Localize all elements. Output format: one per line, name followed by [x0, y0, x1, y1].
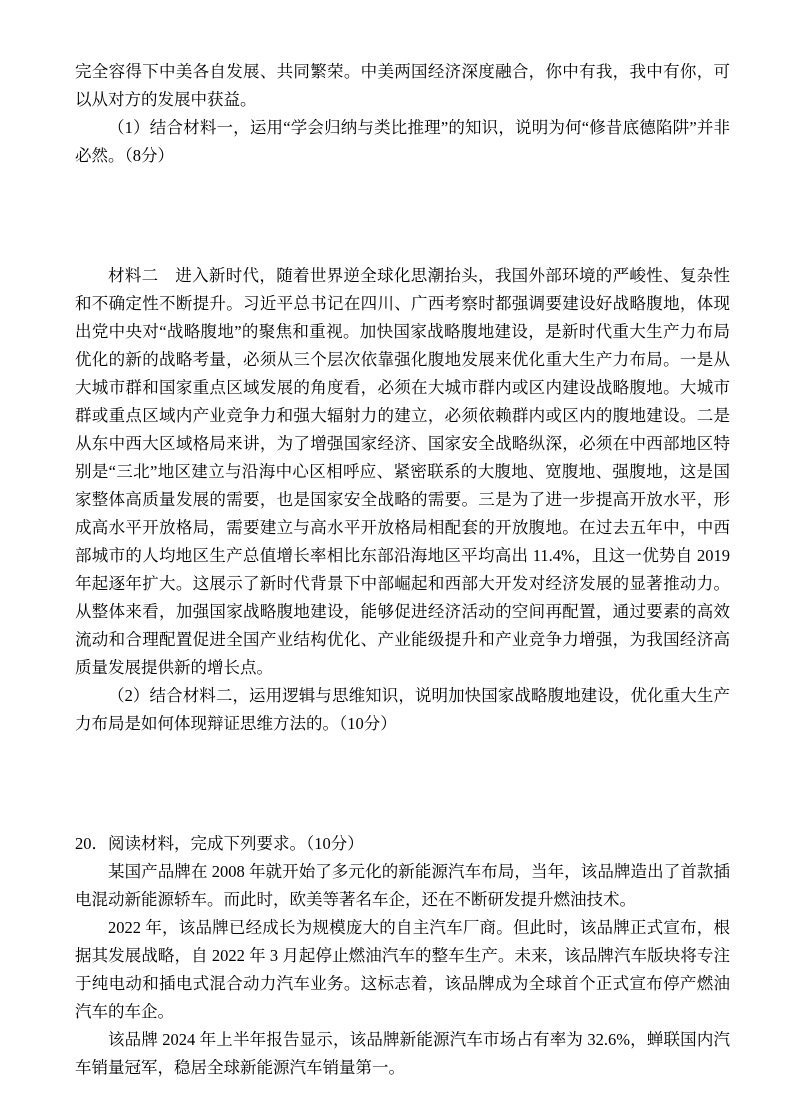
- paragraph: 完全容得下中美各自发展、共同繁荣。中美两国经济深度融合，你中有我，我中有你，可以从对方的发展中获益。: [75, 62, 730, 109]
- paragraph: （2）结合材料二，运用逻辑与思维知识，说明加快国家战略腹地建设，优化重大生产力布局是如何体现辩证思维方法的。（10分）: [75, 686, 730, 733]
- paragraph: 该品牌 2024 年上半年报告显示，该品牌新能源汽车市场占有率为 32.6%，蝉联国内汽车销量冠军，稳居全球新能源汽车销量第一。: [75, 1030, 730, 1077]
- paragraph: 2022 年，该品牌已经成长为规模庞大的自主汽车厂商。但此时，该品牌正式宣布，根据其发展战略，自 2022 年 3 月起停止燃油汽车的整车生产。未来，该品牌汽车版块将专注于纯电动和插电式混合动力汽车业务。这标志着，该品牌成为全球首个正式宣布停产燃油汽车的车企。: [75, 918, 730, 1021]
- document-body: [75, 58, 730, 1082]
- paragraph: （1）结合材料一，运用“学会归纳与类比推理”的知识，说明为何“修昔底德陷阱”并非必然。（8分）: [75, 118, 730, 165]
- paragraph: 某国产品牌在 2008 年就开始了多元化的新能源汽车布局，当年，该品牌造出了首款插电混动新能源轿车。而此时，欧美等著名车企，还在不断研发提升燃油技术。: [75, 862, 730, 909]
- paragraph: 20．阅读材料，完成下列要求。（10分）: [75, 834, 364, 853]
- paragraph: 材料二 进入新时代，随着世界逆全球化思潮抬头，我国外部环境的严峻性、复杂性和不确定性不断提升。习近平总书记在四川、广西考察时都强调要建设好战略腹地，体现出党中央对“战略腹地”的聚焦和重视。加快国家战略腹地建设，是新时代重大生产力布局优化的新的战略考量，必须从三个层次依靠强化腹地发展来优化重大生产力布局。一是从大城市群和国家重点区域发展的角度看，必须在大城市群内或区内建设战略腹地。大城市群或重点区域内产业竞争力和强大辐射力的建立，必须依赖群内或区内的腹地建设。二是从东中西大区域格局来讲，为了增强国家经济、国家安全战略纵深，必须在中西部地区特别是“三北”地区建立与沿海中心区相呼应、紧密联系的大腹地、宽腹地、强腹地，这是国家整体高质量发展的需要，也是国家安全战略的需要。三是为了进一步提高开放水平，形成高水平开放格局，需要建立与高水平开放格局相配套的开放腹地。在过去五年中，中西部城市的人均地区生产总值增长率相比东部沿海地区平均高出 11.4%，且这一优势自 2019 年起逐年扩大。这展示了新时代背景下中部崛起和西部大开发对经济发展的显著推动力。从整体来看，加强国家战略腹地建设，能够促进经济活动的空间再配置，通过要素的高效流动和合理配置促进全国产业结构优化、产业能级提升和产业竞争力增强，为我国经济高质量发展提供新的增长点。: [75, 266, 730, 677]
